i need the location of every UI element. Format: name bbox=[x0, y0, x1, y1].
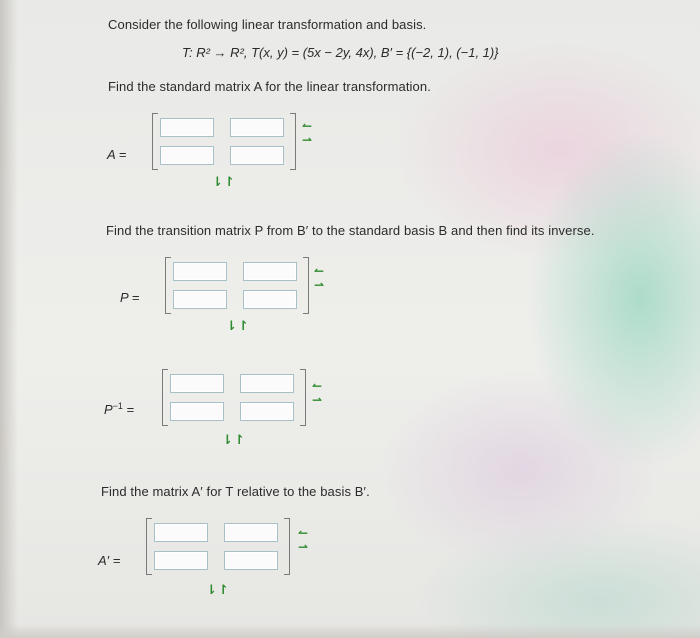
row-up-arrow-icon[interactable]: ↼ bbox=[298, 526, 309, 540]
row-down-arrow-icon[interactable]: ⇀ bbox=[312, 393, 323, 407]
matrix-a-row-arrows[interactable] bbox=[302, 120, 316, 160]
matrix-a-cell-22[interactable] bbox=[230, 146, 284, 165]
part1-prompt: Find the standard matrix A for the linear transformation. bbox=[108, 79, 431, 94]
matrix-p-inverse-cell-21[interactable] bbox=[170, 402, 224, 421]
row-up-arrow-icon[interactable]: ↼ bbox=[314, 264, 325, 278]
row-down-arrow-icon[interactable]: ⇀ bbox=[314, 278, 325, 292]
matrix-a-prime-label: A′ = bbox=[98, 553, 121, 568]
matrix-p-cell-11[interactable] bbox=[173, 262, 227, 281]
left-bracket bbox=[165, 257, 171, 314]
matrix-a-prime-column-arrows-icon[interactable]: ⇂↾ bbox=[206, 582, 230, 597]
matrix-p-inverse-row-arrows[interactable] bbox=[312, 380, 326, 420]
right-bracket bbox=[284, 518, 290, 575]
photo-bottom-shadow bbox=[0, 624, 700, 638]
matrix-p-inverse-label bbox=[104, 402, 134, 417]
matrix-p-cell-21[interactable] bbox=[173, 290, 227, 309]
matrix-p-inverse-cell-11[interactable] bbox=[170, 374, 224, 393]
row-up-arrow-icon[interactable]: ↼ bbox=[312, 379, 323, 393]
part2-prompt: Find the transition matrix P from B′ to the standard basis B and then find its inverse. bbox=[106, 223, 595, 238]
part3-prompt: Find the matrix A′ for T relative to the basis B′. bbox=[101, 484, 370, 499]
right-bracket bbox=[303, 257, 309, 314]
matrix-a-cell-12[interactable] bbox=[230, 118, 284, 137]
matrix-a-cell-21[interactable] bbox=[160, 146, 214, 165]
matrix-p-inverse-column-arrows-icon[interactable]: ⇂↾ bbox=[222, 432, 246, 447]
right-bracket bbox=[290, 113, 296, 170]
matrix-a-column-arrows-icon[interactable]: ⇂↾ bbox=[212, 174, 236, 189]
row-down-arrow-icon[interactable]: ⇀ bbox=[302, 133, 313, 147]
matrix-a-prime-cell-22[interactable] bbox=[224, 551, 278, 570]
matrix-a-prime-cell-11[interactable] bbox=[154, 523, 208, 542]
row-up-arrow-icon[interactable]: ↼ bbox=[302, 119, 313, 133]
intro-text: Consider the following linear transformation and basis. bbox=[108, 17, 427, 32]
left-bracket bbox=[152, 113, 158, 170]
left-bracket bbox=[146, 518, 152, 575]
p-inverse-equals: = bbox=[126, 402, 135, 417]
matrix-p-inverse-cell-22[interactable] bbox=[240, 402, 294, 421]
matrix-a-prime-cell-21[interactable] bbox=[154, 551, 208, 570]
matrix-a-prime-cell-12[interactable] bbox=[224, 523, 278, 542]
matrix-p-inverse bbox=[162, 369, 306, 427]
matrix-p-label: P = bbox=[120, 290, 140, 305]
p-inverse-base: P bbox=[104, 402, 113, 417]
matrix-a-label: A = bbox=[107, 147, 127, 162]
matrix-a-prime-row-arrows[interactable] bbox=[298, 527, 312, 567]
photo-edge-shadow bbox=[0, 0, 18, 638]
matrix-p-column-arrows-icon[interactable]: ⇂↾ bbox=[226, 318, 250, 333]
matrix-a bbox=[152, 113, 296, 171]
matrix-a-cell-11[interactable] bbox=[160, 118, 214, 137]
matrix-p-cell-12[interactable] bbox=[243, 262, 297, 281]
p-inverse-exponent: −1 bbox=[112, 401, 123, 411]
row-down-arrow-icon[interactable]: ⇀ bbox=[298, 540, 309, 554]
right-bracket bbox=[300, 369, 306, 426]
matrix-p-inverse-cell-12[interactable] bbox=[240, 374, 294, 393]
matrix-p-cell-22[interactable] bbox=[243, 290, 297, 309]
transformation-equation: T: R² → R², T(x, y) = (5x − 2y, 4x), B′ = {(−2, 1), (−1, 1)} bbox=[182, 45, 499, 60]
matrix-p bbox=[165, 257, 309, 315]
matrix-p-row-arrows[interactable] bbox=[314, 265, 328, 305]
matrix-a-prime bbox=[146, 518, 290, 576]
left-bracket bbox=[162, 369, 168, 426]
